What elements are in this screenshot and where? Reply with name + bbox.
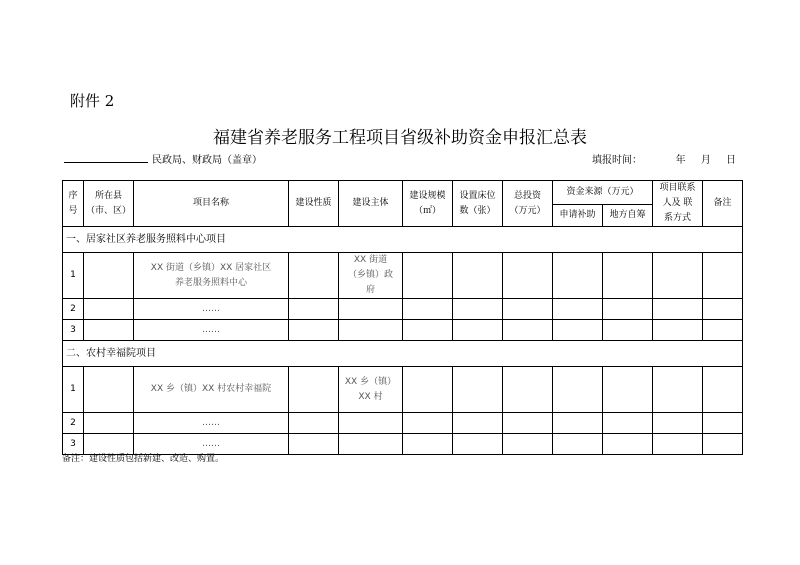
empty-cell <box>703 434 743 455</box>
empty-cell <box>84 320 134 341</box>
project-name-line: 养老服务照料中心 <box>174 277 247 288</box>
empty-cell <box>403 413 453 434</box>
project-name-line: XX 乡（镇）XX 村农村幸福院 <box>150 384 272 394</box>
summary-table <box>62 180 743 455</box>
owner-line: XX 乡（镇） <box>344 376 397 387</box>
empty-cell <box>503 434 553 455</box>
empty-cell <box>503 367 553 413</box>
header-investment: 总投资 （万元） <box>503 181 553 227</box>
empty-cell <box>553 413 603 434</box>
empty-cell <box>403 367 453 413</box>
empty-cell <box>84 253 134 299</box>
owner-cell <box>339 434 403 455</box>
header-info-row <box>62 151 742 167</box>
empty-cell <box>603 434 653 455</box>
agency-label: 民政局、财政局（盖章） <box>152 155 262 166</box>
fill-time-label: 填报时间： <box>592 155 642 166</box>
table-body <box>63 181 743 455</box>
header-owner: 建设主体 <box>339 181 403 227</box>
owner-cell <box>339 299 403 320</box>
agency-blank-line <box>64 162 148 163</box>
empty-cell <box>403 434 453 455</box>
header-seq: 序 号 <box>63 181 84 227</box>
header-local: 地方自筹 <box>603 205 653 227</box>
empty-cell <box>553 367 603 413</box>
table-row <box>63 253 743 299</box>
empty-cell <box>503 413 553 434</box>
table-row <box>63 413 743 434</box>
empty-cell <box>603 253 653 299</box>
owner-cell <box>339 253 403 299</box>
project-name-cell <box>134 413 289 434</box>
table-row <box>63 367 743 413</box>
empty-cell <box>453 367 503 413</box>
project-name-cell <box>134 320 289 341</box>
project-name-cell <box>134 253 289 299</box>
seq-cell: 1 <box>63 253 84 299</box>
owner-line: XX 村 <box>358 391 383 402</box>
date-fields: 年 月 日 <box>675 155 736 166</box>
section-row <box>63 341 743 367</box>
section-title: 一、居家社区养老服务照料中心项目 <box>63 227 743 253</box>
empty-cell <box>289 320 339 341</box>
empty-cell <box>703 367 743 413</box>
empty-cell <box>653 299 703 320</box>
table-row <box>63 299 743 320</box>
empty-cell <box>84 367 134 413</box>
header-subsidy: 申请补助 <box>553 205 603 227</box>
header-funding: 资金来源（万元） <box>553 181 653 205</box>
section-title: 二、农村幸福院项目 <box>63 341 743 367</box>
project-name-cell <box>134 367 289 413</box>
empty-cell <box>453 434 503 455</box>
empty-cell <box>84 413 134 434</box>
empty-cell <box>453 253 503 299</box>
empty-cell <box>653 413 703 434</box>
owner-line: 府 <box>365 285 375 295</box>
owner-cell <box>339 413 403 434</box>
section-row <box>63 227 743 253</box>
empty-cell <box>403 299 453 320</box>
empty-cell <box>653 253 703 299</box>
empty-cell <box>703 320 743 341</box>
empty-cell <box>703 253 743 299</box>
empty-cell <box>703 413 743 434</box>
header-beds: 设置床位 数（张） <box>453 181 503 227</box>
attachment-label: 附件 2 <box>70 92 115 110</box>
owner-cell <box>339 320 403 341</box>
page-title: 福建省养老服务工程项目省级补助资金申报汇总表 <box>213 128 587 148</box>
project-name-cell <box>134 299 289 320</box>
empty-cell <box>503 253 553 299</box>
empty-cell <box>289 299 339 320</box>
empty-cell <box>453 320 503 341</box>
project-name-line: XX 街道（乡镇）XX 居家社区 <box>150 262 272 273</box>
header-nature: 建设性质 <box>289 181 339 227</box>
header-row-1 <box>63 181 743 205</box>
project-name-line: …… <box>202 438 220 449</box>
owner-line: （乡镇）政 <box>347 270 393 280</box>
empty-cell <box>603 320 653 341</box>
empty-cell <box>603 413 653 434</box>
seq-cell: 1 <box>63 367 84 413</box>
empty-cell <box>84 299 134 320</box>
empty-cell <box>453 299 503 320</box>
empty-cell <box>603 367 653 413</box>
empty-cell <box>603 299 653 320</box>
header-scale: 建设规模 （㎡） <box>403 181 453 227</box>
empty-cell <box>553 434 603 455</box>
header-remark: 备注 <box>703 181 743 227</box>
owner-cell <box>339 367 403 413</box>
empty-cell <box>653 367 703 413</box>
empty-cell <box>503 299 553 320</box>
empty-cell <box>553 253 603 299</box>
project-name-line: …… <box>202 417 220 428</box>
empty-cell <box>289 253 339 299</box>
empty-cell <box>289 413 339 434</box>
header-contact: 项目联系 人及 联 系方式 <box>653 181 703 227</box>
empty-cell <box>403 253 453 299</box>
seq-cell: 2 <box>63 413 84 434</box>
header-project-name: 项目名称 <box>134 181 289 227</box>
empty-cell <box>653 320 703 341</box>
empty-cell <box>289 434 339 455</box>
empty-cell <box>503 320 553 341</box>
empty-cell <box>653 434 703 455</box>
empty-cell <box>553 320 603 341</box>
project-name-line: …… <box>202 303 220 314</box>
project-name-line: …… <box>202 324 220 335</box>
empty-cell <box>553 299 603 320</box>
seq-cell: 3 <box>63 434 84 455</box>
header-county: 所在县 （市、区） <box>84 181 134 227</box>
empty-cell <box>453 413 503 434</box>
empty-cell <box>289 367 339 413</box>
seq-cell: 3 <box>63 320 84 341</box>
footnote: 备注：建设性质包括新建、改造、购置。 <box>62 454 225 464</box>
empty-cell <box>703 299 743 320</box>
empty-cell <box>403 320 453 341</box>
seq-cell: 2 <box>63 299 84 320</box>
owner-line: XX 街道 <box>353 255 388 265</box>
table-row <box>63 320 743 341</box>
